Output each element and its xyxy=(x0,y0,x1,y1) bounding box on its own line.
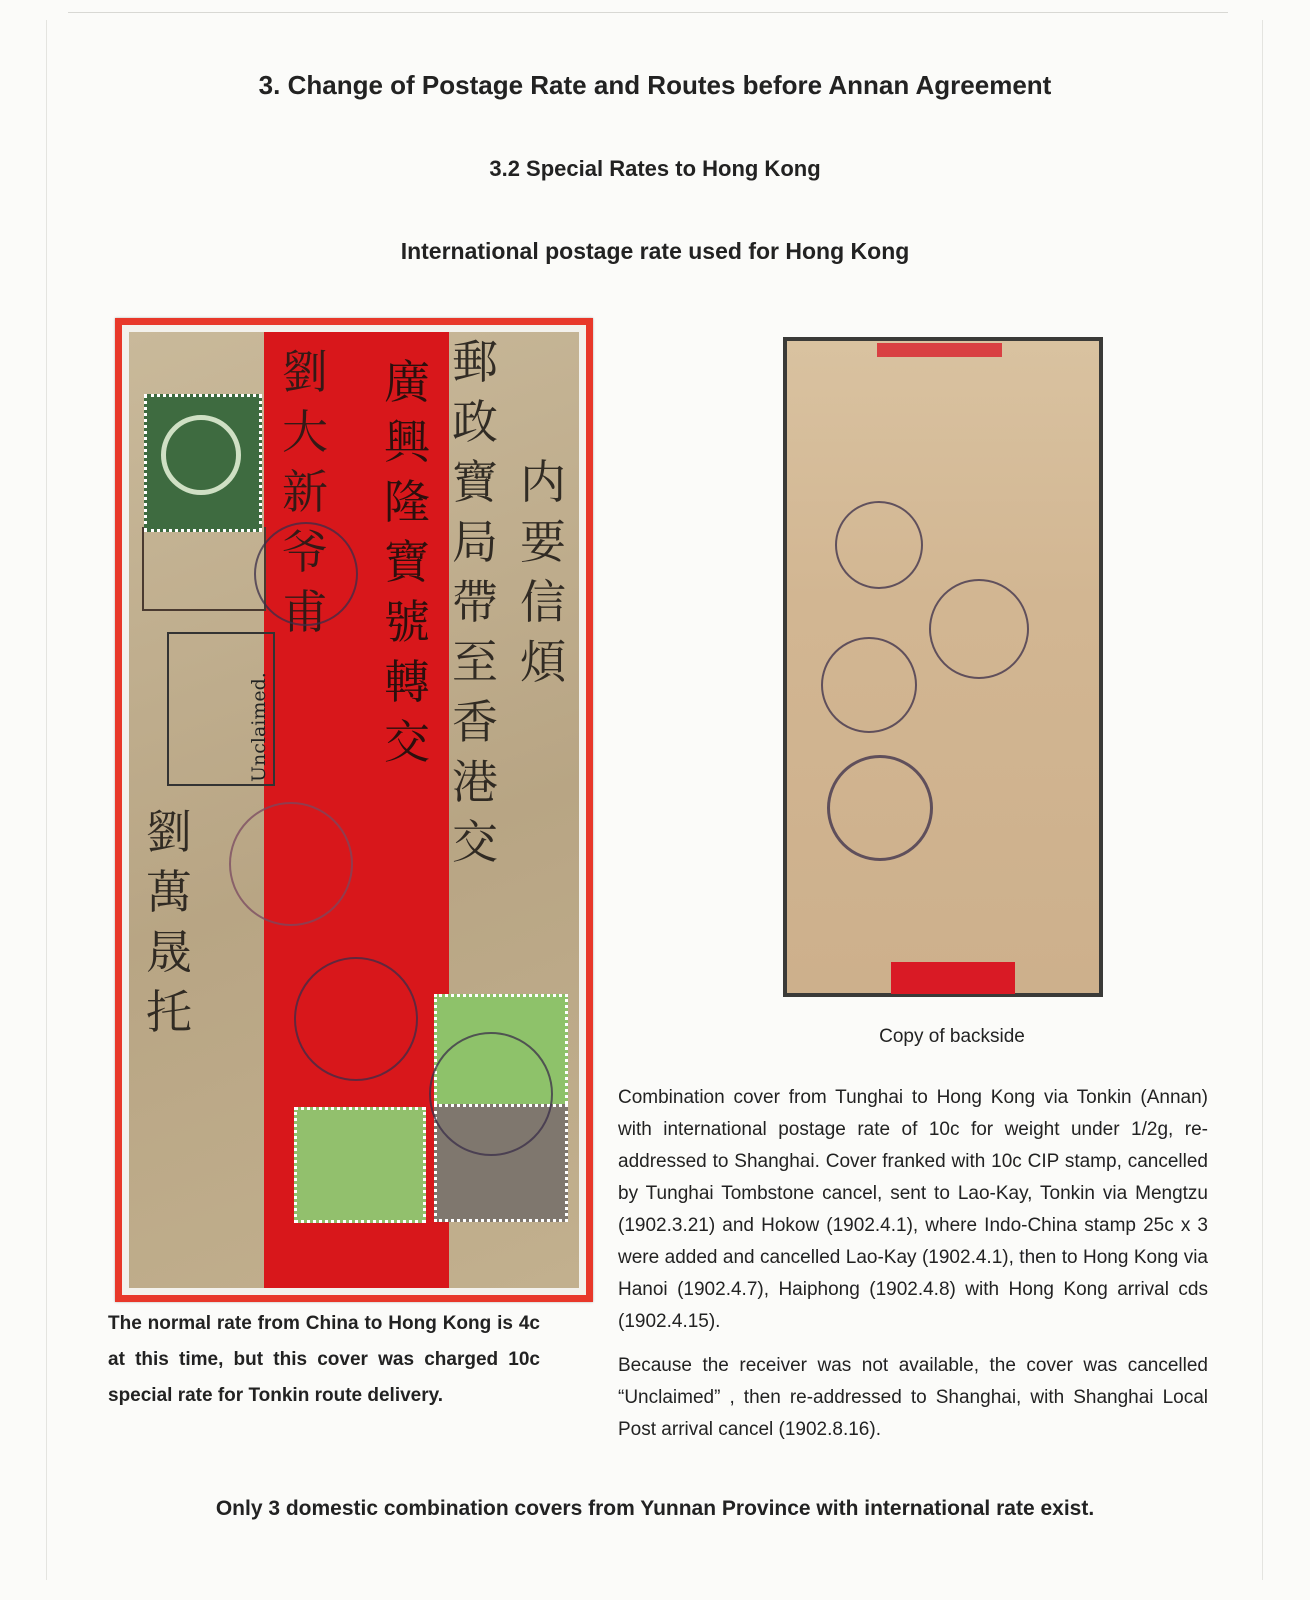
front-cover-mat xyxy=(122,325,586,1295)
mengtzu-cancel xyxy=(821,637,917,733)
dragon-emblem-icon xyxy=(161,415,241,495)
unclaimed-cachet xyxy=(167,632,275,786)
address-line: 廣興隆寶號轉交 xyxy=(384,355,430,769)
front-cover-image xyxy=(129,332,579,1288)
backside-caption: Copy of backside xyxy=(879,1026,1025,1047)
back-red-strip-bottom xyxy=(891,962,1015,994)
address-line: 内要信煩 xyxy=(520,455,566,689)
hong-kong-arrival-cancel xyxy=(294,957,418,1081)
shanghai-local-post-cancel xyxy=(929,579,1029,679)
lao-kay-cancel xyxy=(429,1032,553,1156)
cip-10c-stamp xyxy=(144,394,262,532)
back-cover-frame xyxy=(783,337,1103,997)
footer-note: Only 3 domestic combination covers from Yunnan Province with international rate exist. xyxy=(215,1497,1095,1520)
address-line: 劉萬晟托 xyxy=(146,805,192,1039)
transit-cancel xyxy=(229,802,353,926)
section-subtitle: 3.2 Special Rates to Hong Kong xyxy=(489,156,821,181)
address-line: 郵政寶局帶至香港交 xyxy=(452,335,498,869)
rate-note: The normal rate from China to Hong Kong is 4c at this time, but this cover was charged 10c special rate for Tonkin route delivery. xyxy=(108,1313,540,1406)
haiphong-cancel xyxy=(254,522,358,626)
tombstone-cancel xyxy=(142,527,266,611)
description-paragraph-1: Combination cover from Tunghai to Hong Kong via Tonkin (Annan) with international postage rate of 10c for weight under 1/2g, re-addressed to Shanghai. Cover franked with 10c CIP stamp, cancelled by Tunghai Tombstone cancel, sent to Lao-Kay, Tonkin via Mengtzu (1902.3.21) and Hokow (1902.4.1), where Indo-China stamp 25c x 3 were added and cancelled Lao-Kay (1902.4.1), then to Hong Kong via Hanoi (1902.4.7), Haiphong (1902.4.8) with Hong Kong arrival cds (1902.4.15). xyxy=(618,1087,1208,1332)
description-paragraph-2: Because the receiver was not available, the cover was cancelled “Unclaimed” , then re-addressed to Shanghai, with Shanghai Local Post arrival cancel (1902.8.16). xyxy=(618,1355,1208,1440)
page-title: 3. Change of Postage Rate and Routes before Annan Agreement xyxy=(258,70,1052,100)
address-line: 劉大新爷甫 xyxy=(282,345,328,639)
top-rule xyxy=(68,12,1228,13)
caption-title: International postage rate used for Hong Kong xyxy=(400,238,910,264)
unclaimed-label: Unclaimed. xyxy=(248,672,270,782)
hokow-cancel xyxy=(827,755,933,861)
back-cover-image xyxy=(787,341,1099,993)
backstamp-cancel xyxy=(835,501,923,589)
back-red-strip-top xyxy=(877,343,1002,357)
front-cover-frame xyxy=(115,318,593,1302)
indo-china-25c-stamp xyxy=(294,1107,426,1223)
